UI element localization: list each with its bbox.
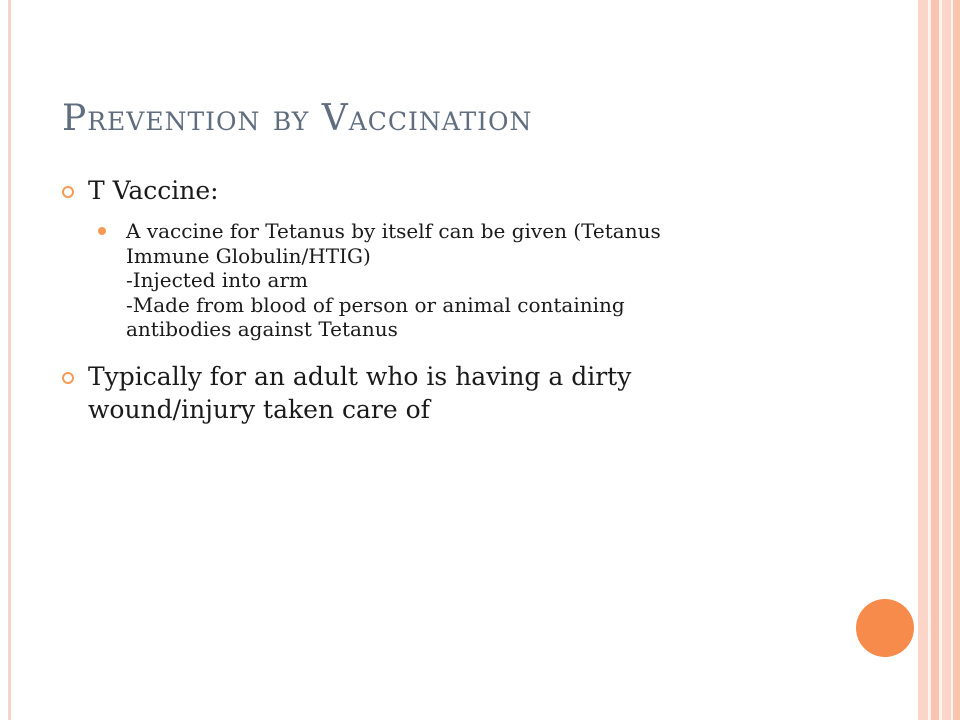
slide-content [62,174,842,426]
sub-bullet-line: antibodies against Tetanus [126,317,398,341]
bullet-item [62,360,842,426]
bullet-dot-icon [98,227,106,235]
left-frame-line [8,0,11,720]
sub-bullet-line: -Injected into arm [126,268,308,292]
sub-bullet-item [98,219,842,342]
bullet-text: T Vaccine: [88,176,219,205]
bullet-ring-icon [62,186,74,198]
right-stripe [931,0,939,720]
bullet-ring-icon [62,372,74,384]
bullet-line: wound/injury taken care of [88,394,430,424]
sub-bullet-line: A vaccine for Tetanus by itself can be given (Tetanus [126,219,661,243]
right-stripe [953,0,960,720]
sub-bullet-line: -Made from blood of person or animal containing [126,292,625,317]
right-stripe [918,0,928,720]
slide-title: Prevention by Vaccination [62,98,533,139]
bullet-item [62,174,842,207]
sub-bullet-line: Immune Globulin/HTIG) [126,243,371,268]
bullet-line: Typically for an adult who is having a dirty [88,361,632,391]
right-stripe [942,0,951,720]
decorative-circle [856,599,914,657]
